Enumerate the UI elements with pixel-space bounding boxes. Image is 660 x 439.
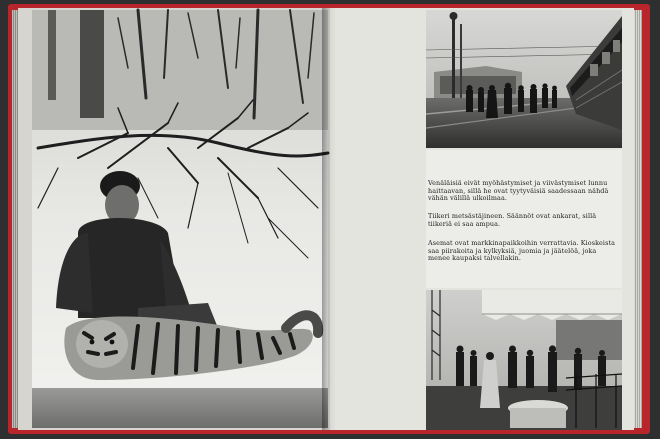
- caption-train-passengers: Venäläisiä eivät myöhästymiset ja viivästymiset lunnu haittaavan, sillä he ovat tyytyväisiä saadessaan nähdä vähän välillä ulkoilmaa.: [428, 179, 609, 203]
- station-kiosk-photo: [426, 290, 622, 430]
- book-spine-shadow: [322, 8, 336, 430]
- caption-tiger-hunter: Tiikeri metsästäjineen. Säännöt ovat ankarat, sillä tiikeriä ei saa ampua.: [428, 212, 597, 228]
- right-page: [330, 8, 634, 430]
- station-platform-photo: [426, 10, 622, 148]
- tiger-hunter-photo: [18, 8, 330, 430]
- left-page: [18, 8, 330, 430]
- caption-station-markets: Asemat ovat markkinapaikkoihin verrattavia. Kioskeista saa piirakoita ja kylkyksiä, juomia ja jäätelöä, joka menee kaupaksi talvellakin.: [428, 239, 616, 263]
